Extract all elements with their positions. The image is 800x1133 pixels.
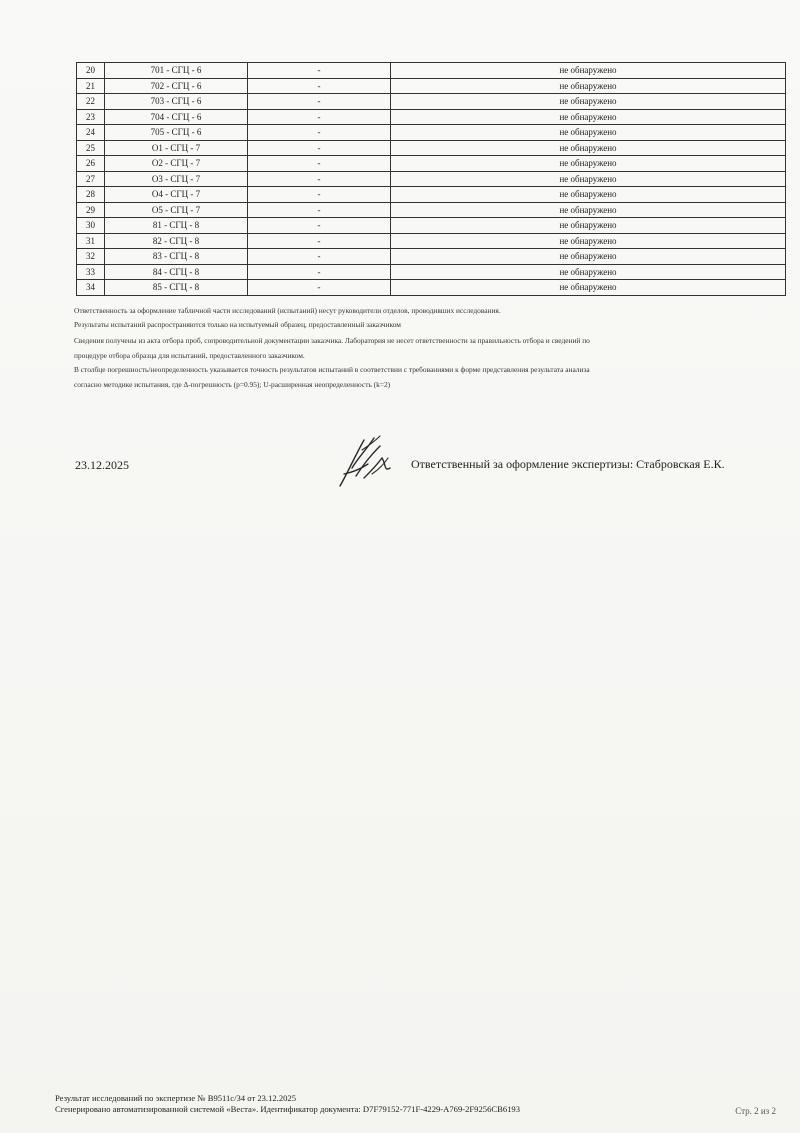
table-row (77, 125, 786, 141)
result-cell: не обнаружено (391, 218, 786, 234)
table-row (77, 78, 786, 94)
table-row (77, 171, 786, 187)
handwritten-signature (334, 428, 396, 492)
result-cell: не обнаружено (391, 249, 786, 265)
sample-code-cell: 703 - СГЦ - 6 (105, 94, 248, 110)
row-number-cell: 20 (77, 63, 105, 79)
result-cell: не обнаружено (391, 140, 786, 156)
sample-code-cell: 85 - СГЦ - 8 (105, 280, 248, 296)
note-uncertainty-line-1: В столбце погрешность/неопределенность указывается точность результатов испытаний в соответствии с требованиями к форме представления результата анализа (74, 365, 590, 374)
table-row (77, 233, 786, 249)
note-source-line-2: процедуре отбора образца для испытаний, предоставленного заказчиком. (74, 351, 305, 360)
result-cell: не обнаружено (391, 280, 786, 296)
row-number-cell: 23 (77, 109, 105, 125)
row-number-cell: 30 (77, 218, 105, 234)
note-source-line-1: Сведения получены из акта отбора проб, сопроводительной документации заказчика. Лаборатория не несет ответственности за правильность отбора и сведений по (74, 336, 590, 345)
sample-code-cell: 701 - СГЦ - 6 (105, 63, 248, 79)
result-cell: не обнаружено (391, 233, 786, 249)
row-number-cell: 26 (77, 156, 105, 172)
result-cell: не обнаружено (391, 171, 786, 187)
table-row (77, 249, 786, 265)
table-row (77, 140, 786, 156)
signature-date: 23.12.2025 (75, 458, 129, 472)
error-cell: - (248, 202, 391, 218)
error-cell: - (248, 233, 391, 249)
table-row (77, 218, 786, 234)
error-cell: - (248, 63, 391, 79)
table-row (77, 94, 786, 110)
error-cell: - (248, 78, 391, 94)
results-table-body (77, 63, 786, 296)
sample-code-cell: 81 - СГЦ - 8 (105, 218, 248, 234)
result-cell: не обнаружено (391, 78, 786, 94)
error-cell: - (248, 249, 391, 265)
sample-code-cell: O3 - СГЦ - 7 (105, 171, 248, 187)
result-cell: не обнаружено (391, 156, 786, 172)
error-cell: - (248, 187, 391, 203)
note-scope: Результаты испытаний распространяются только на испытуемый образец, предоставленный заказчиком (74, 320, 401, 329)
result-cell: не обнаружено (391, 202, 786, 218)
row-number-cell: 33 (77, 264, 105, 280)
row-number-cell: 31 (77, 233, 105, 249)
sample-code-cell: 82 - СГЦ - 8 (105, 233, 248, 249)
results-table (76, 62, 786, 296)
result-cell: не обнаружено (391, 264, 786, 280)
page-footer (55, 1093, 520, 1115)
result-cell: не обнаружено (391, 63, 786, 79)
row-number-cell: 24 (77, 125, 105, 141)
result-cell: не обнаружено (391, 125, 786, 141)
error-cell: - (248, 218, 391, 234)
result-cell: не обнаружено (391, 109, 786, 125)
error-cell: - (248, 280, 391, 296)
error-cell: - (248, 125, 391, 141)
table-row (77, 187, 786, 203)
table-row (77, 63, 786, 79)
error-cell: - (248, 156, 391, 172)
row-number-cell: 28 (77, 187, 105, 203)
table-row (77, 280, 786, 296)
note-responsibility: Ответственность за оформление табличной части исследований (испытаний) несут руководители отделов, проводивших исследования. (74, 306, 501, 315)
responsible-person: Ответственный за оформление экспертизы: Стабровская Е.К. (411, 457, 725, 471)
table-row (77, 109, 786, 125)
row-number-cell: 29 (77, 202, 105, 218)
footer-generated-line: Сгенерировано автоматизированной системой «Веста». Идентификатор документа: D7F79152-771F-4229-A769-2F9256CB6193 (55, 1104, 521, 1114)
notes-section (74, 304, 786, 391)
note-uncertainty-line-2: согласно методике испытания, где Δ-погрешность (p=0.95); U-расширенная неопределенность (k=2) (74, 380, 391, 389)
row-number-cell: 32 (77, 249, 105, 265)
error-cell: - (248, 109, 391, 125)
error-cell: - (248, 94, 391, 110)
table-row (77, 264, 786, 280)
row-number-cell: 27 (77, 171, 105, 187)
sample-code-cell: 83 - СГЦ - 8 (105, 249, 248, 265)
sample-code-cell: O4 - СГЦ - 7 (105, 187, 248, 203)
sample-code-cell: 705 - СГЦ - 6 (105, 125, 248, 141)
error-cell: - (248, 171, 391, 187)
table-row (77, 202, 786, 218)
row-number-cell: 25 (77, 140, 105, 156)
footer-result-line: Результат исследований по экспертизе № В9511с/34 от 23.12.2025 (55, 1093, 297, 1103)
sample-code-cell: O5 - СГЦ - 7 (105, 202, 248, 218)
error-cell: - (248, 140, 391, 156)
row-number-cell: 22 (77, 94, 105, 110)
table-row (77, 156, 786, 172)
sample-code-cell: 704 - СГЦ - 6 (105, 109, 248, 125)
page-number: Стр. 2 из 2 (735, 1106, 776, 1116)
result-cell: не обнаружено (391, 94, 786, 110)
error-cell: - (248, 264, 391, 280)
sample-code-cell: O1 - СГЦ - 7 (105, 140, 248, 156)
sample-code-cell: 84 - СГЦ - 8 (105, 264, 248, 280)
row-number-cell: 21 (77, 78, 105, 94)
result-cell: не обнаружено (391, 187, 786, 203)
sample-code-cell: 702 - СГЦ - 6 (105, 78, 248, 94)
row-number-cell: 34 (77, 280, 105, 296)
sample-code-cell: O2 - СГЦ - 7 (105, 156, 248, 172)
